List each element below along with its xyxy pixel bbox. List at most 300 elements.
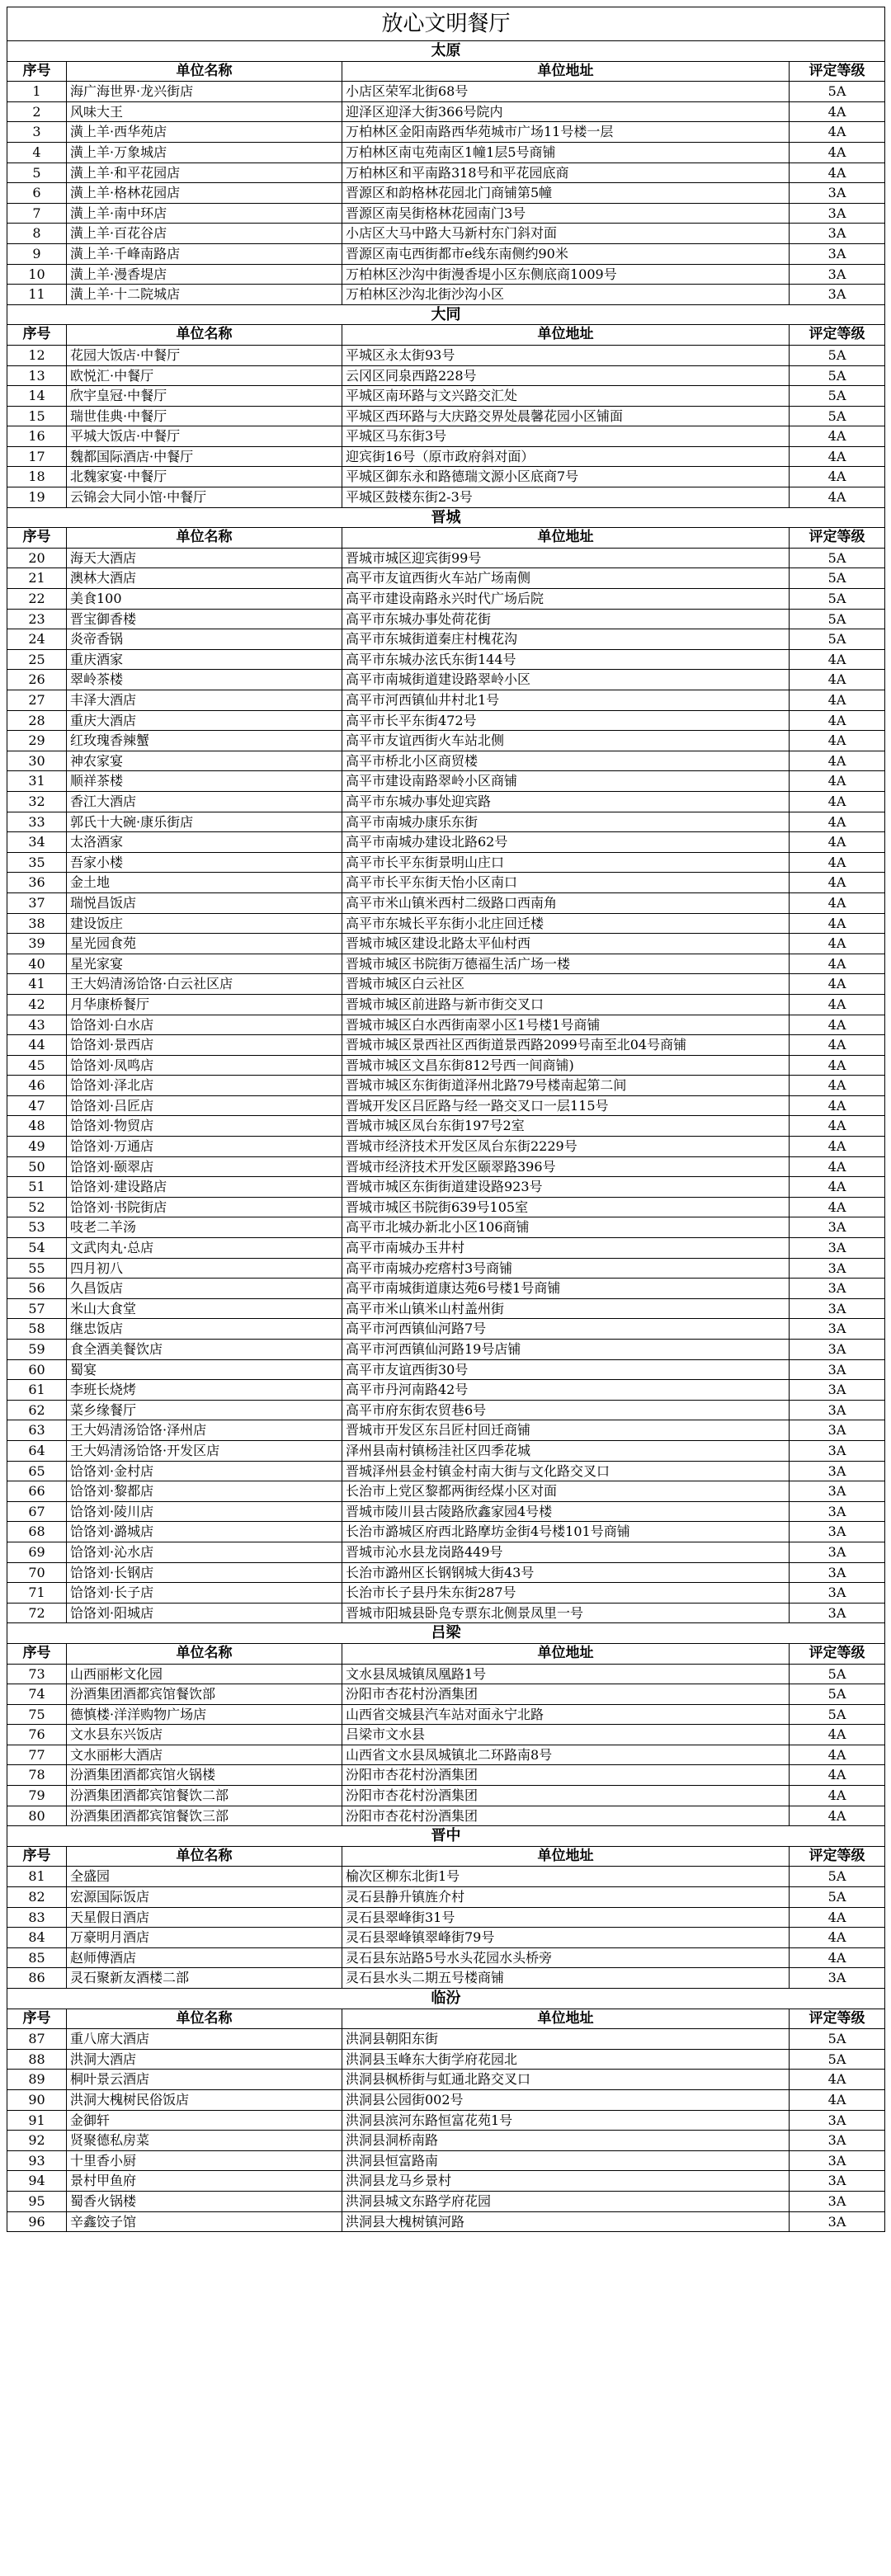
cell-grade: 3A bbox=[790, 1298, 885, 1319]
cell-grade: 4A bbox=[790, 1035, 885, 1056]
cell-grade: 5A bbox=[790, 2049, 885, 2070]
cell-no: 55 bbox=[7, 1258, 67, 1279]
table-row bbox=[7, 731, 885, 751]
table-row bbox=[7, 1522, 885, 1542]
cell-name: 全盛园 bbox=[67, 1867, 342, 1887]
column-header-row bbox=[7, 325, 885, 346]
cell-no: 38 bbox=[7, 913, 67, 934]
table-row bbox=[7, 243, 885, 264]
cell-grade: 4A bbox=[790, 1076, 885, 1096]
cell-no: 69 bbox=[7, 1542, 67, 1562]
cell-no: 43 bbox=[7, 1015, 67, 1035]
cell-no: 89 bbox=[7, 2070, 67, 2090]
cell-address: 洪洞县玉峰东大街学府花园北 bbox=[342, 2049, 790, 2070]
cell-grade: 4A bbox=[790, 1806, 885, 1826]
cell-name: 灵石聚新友酒楼二部 bbox=[67, 1968, 342, 1989]
cell-grade: 4A bbox=[790, 751, 885, 771]
cell-no: 45 bbox=[7, 1055, 67, 1076]
cell-no: 4 bbox=[7, 142, 67, 162]
cell-grade: 3A bbox=[790, 1279, 885, 1299]
cell-grade: 4A bbox=[790, 690, 885, 711]
cell-grade: 3A bbox=[790, 285, 885, 305]
cell-address: 洪洞县洞桥南路 bbox=[342, 2131, 790, 2151]
cell-no: 71 bbox=[7, 1583, 67, 1604]
cell-no: 33 bbox=[7, 812, 67, 832]
cell-name: 澳林大酒店 bbox=[67, 568, 342, 589]
cell-address: 万柏林区南屯苑南区1幢1层5号商铺 bbox=[342, 142, 790, 162]
cell-no: 22 bbox=[7, 589, 67, 610]
cell-address: 晋源区南屯西街都市e线东南侧约90米 bbox=[342, 243, 790, 264]
cell-no: 68 bbox=[7, 1522, 67, 1542]
header-grade: 评定等级 bbox=[790, 325, 885, 346]
cell-address: 小店区大马中路大马新村东门斜对面 bbox=[342, 224, 790, 244]
cell-grade: 4A bbox=[790, 446, 885, 467]
cell-grade: 4A bbox=[790, 974, 885, 995]
table-row bbox=[7, 2191, 885, 2211]
table-row bbox=[7, 2211, 885, 2232]
cell-name: 月华康桥餐厅 bbox=[67, 994, 342, 1015]
cell-address: 晋城市经济技术开发区颐翠路396号 bbox=[342, 1156, 790, 1177]
cell-address: 万柏林区金阳南路西华苑城市广场11号楼一层 bbox=[342, 122, 790, 143]
cell-grade: 4A bbox=[790, 1947, 885, 1968]
table-row bbox=[7, 2150, 885, 2171]
table-row bbox=[7, 224, 885, 244]
section-title: 晋城 bbox=[7, 507, 885, 528]
cell-address: 高平市东城长平东街小北庄回迁楼 bbox=[342, 913, 790, 934]
cell-address: 高平市友谊西街30号 bbox=[342, 1359, 790, 1380]
cell-grade: 5A bbox=[790, 386, 885, 407]
cell-no: 51 bbox=[7, 1177, 67, 1198]
cell-grade: 3A bbox=[790, 203, 885, 224]
cell-no: 80 bbox=[7, 1806, 67, 1826]
cell-name: 神农家宴 bbox=[67, 751, 342, 771]
cell-no: 81 bbox=[7, 1867, 67, 1887]
cell-no: 36 bbox=[7, 873, 67, 893]
cell-grade: 4A bbox=[790, 791, 885, 812]
cell-address: 晋城市陵川县古陵路欣鑫家园4号楼 bbox=[342, 1501, 790, 1522]
cell-grade: 5A bbox=[790, 1664, 885, 1684]
cell-name: 金御轩 bbox=[67, 2110, 342, 2131]
table-row bbox=[7, 1420, 885, 1441]
cell-grade: 4A bbox=[790, 771, 885, 792]
cell-grade: 5A bbox=[790, 1887, 885, 1908]
cell-name: 李班长烧烤 bbox=[67, 1380, 342, 1401]
cell-no: 78 bbox=[7, 1765, 67, 1786]
cell-grade: 4A bbox=[790, 1765, 885, 1786]
table-row bbox=[7, 791, 885, 812]
table-row bbox=[7, 2171, 885, 2192]
section-row bbox=[7, 41, 885, 62]
cell-name: 王大妈清汤饸饹·白云社区店 bbox=[67, 974, 342, 995]
cell-name: 米山大食堂 bbox=[67, 1298, 342, 1319]
cell-address: 高平市南城办疙瘩村3号商铺 bbox=[342, 1258, 790, 1279]
cell-name: 海广海世界·龙兴街店 bbox=[67, 82, 342, 102]
cell-grade: 4A bbox=[790, 649, 885, 670]
table-row bbox=[7, 345, 885, 365]
table-row bbox=[7, 1947, 885, 1968]
cell-name: 云锦会大同小馆·中餐厅 bbox=[67, 487, 342, 508]
cell-grade: 4A bbox=[790, 162, 885, 183]
cell-grade: 4A bbox=[790, 1745, 885, 1765]
cell-grade: 4A bbox=[790, 892, 885, 913]
cell-no: 35 bbox=[7, 852, 67, 873]
cell-name: 星光园食苑 bbox=[67, 934, 342, 954]
cell-grade: 3A bbox=[790, 2211, 885, 2232]
cell-name: 潢上羊·千峰南路店 bbox=[67, 243, 342, 264]
cell-address: 高平市建设南路永兴时代广场后院 bbox=[342, 589, 790, 610]
cell-address: 高平市府东街农贸巷6号 bbox=[342, 1400, 790, 1420]
cell-name: 海天大酒店 bbox=[67, 548, 342, 568]
cell-no: 34 bbox=[7, 832, 67, 853]
header-grade: 评定等级 bbox=[790, 1846, 885, 1867]
column-header-row bbox=[7, 1846, 885, 1867]
header-no: 序号 bbox=[7, 2009, 67, 2029]
cell-address: 晋城泽州县金村镇金村南大街与文化路交叉口 bbox=[342, 1461, 790, 1481]
cell-no: 58 bbox=[7, 1319, 67, 1340]
cell-name: 花园大饭店·中餐厅 bbox=[67, 345, 342, 365]
cell-address: 小店区荣军北街68号 bbox=[342, 82, 790, 102]
cell-name: 建设饭庄 bbox=[67, 913, 342, 934]
cell-address: 洪洞县枫桥街与虹通北路交叉口 bbox=[342, 2070, 790, 2090]
table-row bbox=[7, 1725, 885, 1745]
cell-address: 高平市河西镇仙河路19号店铺 bbox=[342, 1340, 790, 1360]
cell-name: 桐叶景云酒店 bbox=[67, 2070, 342, 2090]
section-title: 太原 bbox=[7, 41, 885, 62]
cell-address: 晋城市城区建设北路太平仙村西 bbox=[342, 934, 790, 954]
cell-grade: 4A bbox=[790, 426, 885, 447]
header-no: 序号 bbox=[7, 325, 67, 346]
cell-address: 高平市建设南路翠岭小区商铺 bbox=[342, 771, 790, 792]
cell-name: 星光家宴 bbox=[67, 954, 342, 974]
cell-grade: 4A bbox=[790, 994, 885, 1015]
cell-no: 30 bbox=[7, 751, 67, 771]
table-row bbox=[7, 386, 885, 407]
cell-grade: 3A bbox=[790, 1258, 885, 1279]
cell-no: 91 bbox=[7, 2110, 67, 2131]
cell-address: 灵石县东站路5号水头花园水头桥旁 bbox=[342, 1947, 790, 1968]
cell-grade: 5A bbox=[790, 548, 885, 568]
cell-no: 37 bbox=[7, 892, 67, 913]
header-name: 单位名称 bbox=[67, 528, 342, 549]
cell-no: 2 bbox=[7, 101, 67, 122]
cell-name: 四月初八 bbox=[67, 1258, 342, 1279]
table-row bbox=[7, 1765, 885, 1786]
cell-grade: 4A bbox=[790, 101, 885, 122]
cell-address: 高平市南城办康乐东街 bbox=[342, 812, 790, 832]
table-row bbox=[7, 812, 885, 832]
header-address: 单位地址 bbox=[342, 61, 790, 82]
table-row bbox=[7, 751, 885, 771]
cell-no: 12 bbox=[7, 345, 67, 365]
cell-address: 灵石县翠峰街31号 bbox=[342, 1907, 790, 1928]
cell-no: 84 bbox=[7, 1928, 67, 1948]
cell-no: 54 bbox=[7, 1238, 67, 1259]
cell-address: 晋城市沁水县龙岗路449号 bbox=[342, 1542, 790, 1562]
cell-grade: 4A bbox=[790, 852, 885, 873]
section-title: 临汾 bbox=[7, 1989, 885, 2009]
section-title: 吕梁 bbox=[7, 1623, 885, 1644]
cell-grade: 4A bbox=[790, 873, 885, 893]
cell-name: 饸饹刘·白水店 bbox=[67, 1015, 342, 1035]
cell-grade: 5A bbox=[790, 345, 885, 365]
cell-address: 高平市东城办事处荷花街 bbox=[342, 609, 790, 629]
section-title: 晋中 bbox=[7, 1826, 885, 1847]
header-name: 单位名称 bbox=[67, 325, 342, 346]
cell-address: 高平市南城办玉井村 bbox=[342, 1238, 790, 1259]
cell-no: 88 bbox=[7, 2049, 67, 2070]
table-row bbox=[7, 1664, 885, 1684]
cell-grade: 4A bbox=[790, 670, 885, 690]
cell-name: 饸饹刘·书院街店 bbox=[67, 1197, 342, 1217]
cell-name: 汾酒集团酒都宾馆火锅楼 bbox=[67, 1765, 342, 1786]
cell-address: 高平市东城办事处迎宾路 bbox=[342, 791, 790, 812]
cell-no: 25 bbox=[7, 649, 67, 670]
cell-no: 59 bbox=[7, 1340, 67, 1360]
cell-address: 高平市米山镇米西村二级路口西南角 bbox=[342, 892, 790, 913]
cell-grade: 4A bbox=[790, 1095, 885, 1116]
cell-name: 饸饹刘·物贸店 bbox=[67, 1116, 342, 1137]
table-row bbox=[7, 1745, 885, 1765]
cell-name: 翠岭茶楼 bbox=[67, 670, 342, 690]
table-row bbox=[7, 1298, 885, 1319]
cell-name: 饸饹刘·景西店 bbox=[67, 1035, 342, 1056]
cell-no: 83 bbox=[7, 1907, 67, 1928]
cell-name: 万豪明月酒店 bbox=[67, 1928, 342, 1948]
table-row bbox=[7, 1217, 885, 1238]
cell-name: 饸饹刘·沁水店 bbox=[67, 1542, 342, 1562]
cell-grade: 4A bbox=[790, 1055, 885, 1076]
cell-address: 高平市河西镇仙井村北1号 bbox=[342, 690, 790, 711]
table-row bbox=[7, 122, 885, 143]
cell-grade: 3A bbox=[790, 1542, 885, 1562]
cell-no: 86 bbox=[7, 1968, 67, 1989]
header-grade: 评定等级 bbox=[790, 2009, 885, 2029]
cell-name: 平城大饭店·中餐厅 bbox=[67, 426, 342, 447]
cell-grade: 4A bbox=[790, 467, 885, 487]
cell-no: 7 bbox=[7, 203, 67, 224]
cell-name: 潢上羊·和平花园店 bbox=[67, 162, 342, 183]
column-header-row bbox=[7, 528, 885, 549]
cell-address: 泽州县南村镇杨洼社区四季花城 bbox=[342, 1440, 790, 1461]
cell-name: 瑞悦昌饭店 bbox=[67, 892, 342, 913]
cell-grade: 3A bbox=[790, 2191, 885, 2211]
cell-no: 79 bbox=[7, 1786, 67, 1806]
table-row bbox=[7, 913, 885, 934]
cell-no: 49 bbox=[7, 1137, 67, 1157]
restaurant-list-sheet bbox=[7, 7, 884, 2232]
table-row bbox=[7, 568, 885, 589]
cell-no: 1 bbox=[7, 82, 67, 102]
table-row bbox=[7, 426, 885, 447]
cell-address: 高平市米山镇米山村盖州街 bbox=[342, 1298, 790, 1319]
cell-no: 46 bbox=[7, 1076, 67, 1096]
cell-address: 灵石县水头二期五号楼商铺 bbox=[342, 1968, 790, 1989]
cell-name: 文武肉丸·总店 bbox=[67, 1238, 342, 1259]
table-row bbox=[7, 1258, 885, 1279]
table-row bbox=[7, 183, 885, 204]
header-no: 序号 bbox=[7, 61, 67, 82]
cell-address: 榆次区柳东北街1号 bbox=[342, 1867, 790, 1887]
cell-grade: 4A bbox=[790, 1137, 885, 1157]
table-row bbox=[7, 1806, 885, 1826]
cell-grade: 4A bbox=[790, 1116, 885, 1137]
cell-address: 山西省交城县汽车站对面永宁北路 bbox=[342, 1704, 790, 1725]
cell-address: 长治市上党区黎都两街经煤小区对面 bbox=[342, 1481, 790, 1502]
cell-no: 66 bbox=[7, 1481, 67, 1502]
cell-grade: 3A bbox=[790, 1319, 885, 1340]
restaurant-table bbox=[7, 7, 885, 2232]
cell-no: 65 bbox=[7, 1461, 67, 1481]
cell-address: 洪洞县龙马乡景村 bbox=[342, 2171, 790, 2192]
cell-address: 晋城市城区书院街639号105室 bbox=[342, 1197, 790, 1217]
cell-no: 82 bbox=[7, 1887, 67, 1908]
cell-grade: 4A bbox=[790, 913, 885, 934]
cell-name: 丰泽大酒店 bbox=[67, 690, 342, 711]
cell-address: 洪洞县恒富路南 bbox=[342, 2150, 790, 2171]
cell-grade: 4A bbox=[790, 1928, 885, 1948]
cell-no: 41 bbox=[7, 974, 67, 995]
cell-grade: 3A bbox=[790, 1359, 885, 1380]
cell-name: 王大妈清汤饸饹·泽州店 bbox=[67, 1420, 342, 1441]
table-row bbox=[7, 2049, 885, 2070]
cell-name: 晋宝御香楼 bbox=[67, 609, 342, 629]
cell-name: 香江大酒店 bbox=[67, 791, 342, 812]
cell-grade: 3A bbox=[790, 1501, 885, 1522]
cell-address: 高平市东城街道秦庄村槐花沟 bbox=[342, 629, 790, 650]
cell-no: 72 bbox=[7, 1603, 67, 1623]
cell-name: 山西丽彬文化园 bbox=[67, 1664, 342, 1684]
cell-address: 晋城市城区文昌东街812号西一间商铺) bbox=[342, 1055, 790, 1076]
cell-no: 16 bbox=[7, 426, 67, 447]
section-title: 大同 bbox=[7, 304, 885, 325]
table-row bbox=[7, 1603, 885, 1623]
cell-no: 27 bbox=[7, 690, 67, 711]
cell-grade: 4A bbox=[790, 1907, 885, 1928]
cell-no: 50 bbox=[7, 1156, 67, 1177]
cell-name: 汾酒集团酒都宾馆餐饮三部 bbox=[67, 1806, 342, 1826]
cell-no: 87 bbox=[7, 2029, 67, 2050]
table-row bbox=[7, 285, 885, 305]
cell-grade: 3A bbox=[790, 1238, 885, 1259]
cell-grade: 3A bbox=[790, 1562, 885, 1583]
cell-name: 景村甲鱼府 bbox=[67, 2171, 342, 2192]
cell-no: 48 bbox=[7, 1116, 67, 1137]
cell-name: 德慎楼·洋洋购物广场店 bbox=[67, 1704, 342, 1725]
cell-address: 高平市桥北小区商贸楼 bbox=[342, 751, 790, 771]
cell-name: 饸饹刘·陵川店 bbox=[67, 1501, 342, 1522]
table-row bbox=[7, 1319, 885, 1340]
cell-name: 饸饹刘·颐翠店 bbox=[67, 1156, 342, 1177]
cell-name: 潢上羊·南中环店 bbox=[67, 203, 342, 224]
cell-address: 汾阳市杏花村汾酒集团 bbox=[342, 1684, 790, 1705]
title-row bbox=[7, 7, 885, 41]
cell-address: 晋城市经济技术开发区凤台东街2229号 bbox=[342, 1137, 790, 1157]
header-address: 单位地址 bbox=[342, 528, 790, 549]
table-row bbox=[7, 1400, 885, 1420]
table-row bbox=[7, 162, 885, 183]
cell-no: 6 bbox=[7, 183, 67, 204]
cell-grade: 3A bbox=[790, 1461, 885, 1481]
cell-name: 欣宇皇冠·中餐厅 bbox=[67, 386, 342, 407]
cell-no: 10 bbox=[7, 264, 67, 285]
cell-no: 8 bbox=[7, 224, 67, 244]
column-header-row bbox=[7, 61, 885, 82]
cell-grade: 4A bbox=[790, 2070, 885, 2090]
table-row bbox=[7, 994, 885, 1015]
cell-address: 晋城市城区景西社区西街道景西路2099号南至北04号商铺 bbox=[342, 1035, 790, 1056]
cell-address: 高平市友谊西街火车站北侧 bbox=[342, 731, 790, 751]
cell-address: 山西省文水县凤城镇北二环路南8号 bbox=[342, 1745, 790, 1765]
cell-name: 十里香小厨 bbox=[67, 2150, 342, 2171]
cell-address: 高平市长平东街天怡小区南口 bbox=[342, 873, 790, 893]
table-row bbox=[7, 548, 885, 568]
cell-grade: 3A bbox=[790, 1217, 885, 1238]
header-address: 单位地址 bbox=[342, 1846, 790, 1867]
cell-no: 40 bbox=[7, 954, 67, 974]
cell-grade: 4A bbox=[790, 1177, 885, 1198]
cell-name: 金土地 bbox=[67, 873, 342, 893]
cell-address: 晋城开发区吕匠路与经一路交叉口一层115号 bbox=[342, 1095, 790, 1116]
header-name: 单位名称 bbox=[67, 61, 342, 82]
cell-address: 迎泽区迎泽大街366号院内 bbox=[342, 101, 790, 122]
cell-no: 62 bbox=[7, 1400, 67, 1420]
cell-name: 继忠饭店 bbox=[67, 1319, 342, 1340]
table-row bbox=[7, 1583, 885, 1604]
cell-address: 高平市南城办建设北路62号 bbox=[342, 832, 790, 853]
cell-address: 洪洞县大槐树镇河路 bbox=[342, 2211, 790, 2232]
cell-address: 汾阳市杏花村汾酒集团 bbox=[342, 1765, 790, 1786]
cell-address: 洪洞县滨河东路恒富花苑1号 bbox=[342, 2110, 790, 2131]
cell-grade: 5A bbox=[790, 2029, 885, 2050]
cell-name: 饸饹刘·长子店 bbox=[67, 1583, 342, 1604]
cell-address: 平城区永太街93号 bbox=[342, 345, 790, 365]
cell-address: 平城区西环路与大庆路交界处晨馨花园小区铺面 bbox=[342, 406, 790, 426]
cell-no: 61 bbox=[7, 1380, 67, 1401]
cell-grade: 4A bbox=[790, 1725, 885, 1745]
cell-address: 晋城市阳城县卧凫专票东北侧景凤里一号 bbox=[342, 1603, 790, 1623]
cell-name: 吾家小楼 bbox=[67, 852, 342, 873]
cell-address: 晋城市开发区东吕匠村回迁商铺 bbox=[342, 1420, 790, 1441]
table-row bbox=[7, 1137, 885, 1157]
cell-name: 久昌饭店 bbox=[67, 1279, 342, 1299]
table-row bbox=[7, 1867, 885, 1887]
table-row bbox=[7, 1035, 885, 1056]
cell-no: 96 bbox=[7, 2211, 67, 2232]
cell-name: 潢上羊·十二院城店 bbox=[67, 285, 342, 305]
cell-no: 9 bbox=[7, 243, 67, 264]
table-row bbox=[7, 1015, 885, 1035]
header-address: 单位地址 bbox=[342, 325, 790, 346]
cell-grade: 3A bbox=[790, 2110, 885, 2131]
header-grade: 评定等级 bbox=[790, 1643, 885, 1664]
cell-no: 29 bbox=[7, 731, 67, 751]
cell-name: 蜀香火锅楼 bbox=[67, 2191, 342, 2211]
cell-address: 晋城市城区凤台东街197号2室 bbox=[342, 1116, 790, 1137]
cell-name: 饸饹刘·万通店 bbox=[67, 1137, 342, 1157]
cell-grade: 3A bbox=[790, 1380, 885, 1401]
cell-no: 3 bbox=[7, 122, 67, 143]
table-row bbox=[7, 82, 885, 102]
cell-name: 文水丽彬大酒店 bbox=[67, 1745, 342, 1765]
header-address: 单位地址 bbox=[342, 1643, 790, 1664]
cell-grade: 5A bbox=[790, 589, 885, 610]
table-row bbox=[7, 690, 885, 711]
header-no: 序号 bbox=[7, 1846, 67, 1867]
cell-name: 蜀宴 bbox=[67, 1359, 342, 1380]
cell-address: 灵石县翠峰镇翠峰街79号 bbox=[342, 1928, 790, 1948]
cell-grade: 3A bbox=[790, 1440, 885, 1461]
cell-grade: 4A bbox=[790, 710, 885, 731]
